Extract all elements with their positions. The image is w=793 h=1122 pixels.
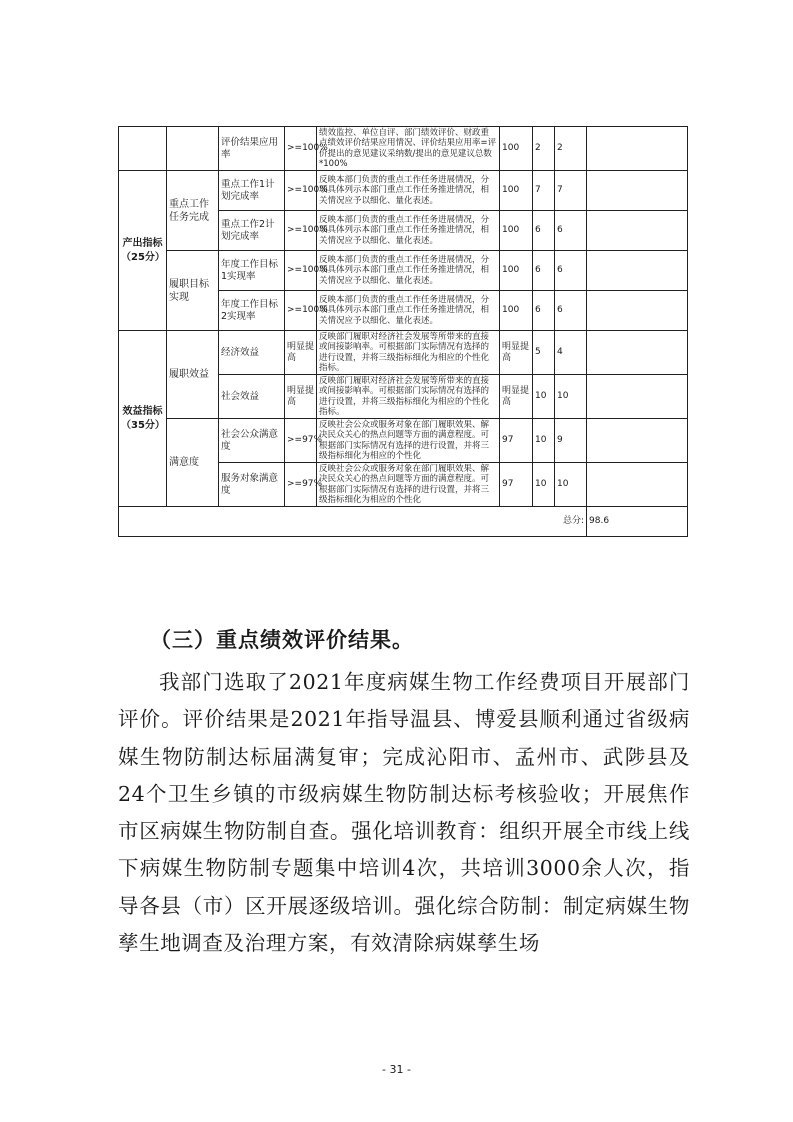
- score-cell: 6: [555, 291, 587, 331]
- standard-cell: >=100%: [285, 171, 317, 211]
- page-number: - 31 -: [382, 1063, 411, 1076]
- table-row: [119, 251, 688, 291]
- description-cell: 反映本部门负责的重点工作任务进展情况，分项具体列示本部门重点工作任务推进情况，相关情况应予以细化、量化表述。: [317, 251, 500, 291]
- description-cell: 反映部门履职对经济社会发展等所带来的直接或间接影响率。可根据部门实际情况有选择的进行设置，并将三级指标细化为相应的个性化指标。: [317, 331, 500, 375]
- description-cell: 反映社会公众或服务对象在部门履职效果、解决民众关心的热点问题等方面的满意程度。可根据部门实际情况有选择的进行设置，并将三级指标细化为相应的个性化: [317, 419, 500, 463]
- weight-cell: 6: [533, 211, 555, 251]
- weight-cell: 6: [533, 291, 555, 331]
- level3-cell: 服务对象满意度: [219, 463, 285, 507]
- description-cell: 反映本部门负责的重点工作任务进展情况，分项具体列示本部门重点工作任务推进情况，相关情况应予以细化、量化表述。: [317, 211, 500, 251]
- standard-cell: >=100%: [285, 291, 317, 331]
- actual-cell: 97: [500, 463, 533, 507]
- remark-cell: [587, 375, 688, 419]
- table-row: [119, 331, 688, 375]
- standard-cell: 明显提高: [285, 331, 317, 375]
- weight-cell: 10: [533, 419, 555, 463]
- remark-cell: [587, 211, 688, 251]
- score-cell: 10: [555, 463, 587, 507]
- standard-cell: >=100%: [285, 251, 317, 291]
- standard-cell: >=97%: [285, 419, 317, 463]
- performance-table: [118, 126, 688, 537]
- actual-cell: 97: [500, 419, 533, 463]
- actual-cell: 100: [500, 211, 533, 251]
- score-cell: 6: [555, 211, 587, 251]
- level3-cell: 重点工作1计划完成率: [219, 171, 285, 211]
- description-cell: 反映社会公众或服务对象在部门履职效果、解决民众关心的热点问题等方面的满意程度。可根据部门实际情况有选择的进行设置，并将三级指标细化为相应的个性化: [317, 463, 500, 507]
- weight-cell: 2: [533, 127, 555, 171]
- level2-cell-empty: [167, 127, 219, 171]
- weight-cell: 10: [533, 463, 555, 507]
- table-row: [119, 171, 688, 211]
- remark-cell: [587, 251, 688, 291]
- duty-impl-cell: 履职目标实现: [167, 251, 219, 331]
- level3-cell: 年度工作目标1实现率: [219, 251, 285, 291]
- section-heading: （三）重点绩效评价结果。: [150, 628, 414, 652]
- level3-cell: 经济效益: [219, 331, 285, 375]
- remark-cell: [587, 127, 688, 171]
- score-cell: 9: [555, 419, 587, 463]
- standard-cell: 明显提高: [285, 375, 317, 419]
- weight-cell: 6: [533, 251, 555, 291]
- score-cell: 2: [555, 127, 587, 171]
- weight-cell: 10: [533, 375, 555, 419]
- satisfaction-cell: 满意度: [167, 419, 219, 507]
- actual-cell: 100: [500, 127, 533, 171]
- actual-cell: 100: [500, 171, 533, 211]
- description-cell: 反映本部门负责的重点工作任务进展情况，分项具体列示本部门重点工作任务推进情况，相关情况应予以细化、量化表述。: [317, 291, 500, 331]
- score-cell: 4: [555, 331, 587, 375]
- remark-cell: [587, 331, 688, 375]
- key-task-cell: 重点工作任务完成: [167, 171, 219, 251]
- remark-cell: [587, 291, 688, 331]
- output-indicator-cell: 产出指标（25分）: [119, 171, 167, 331]
- remark-cell: [587, 463, 688, 507]
- score-cell: 10: [555, 375, 587, 419]
- level3-cell: 重点工作2计划完成率: [219, 211, 285, 251]
- level3-cell: 社会公众满意度: [219, 419, 285, 463]
- level3-cell: 评价结果应用率: [219, 127, 285, 171]
- description-cell: 反映部门履职对经济社会发展等所带来的直接或间接影响率。可根据部门实际情况有选择的进行设置，并将三级指标细化为相应的个性化指标。: [317, 375, 500, 419]
- level3-cell: 年度工作目标2实现率: [219, 291, 285, 331]
- level3-cell: 社会效益: [219, 375, 285, 419]
- weight-cell: 7: [533, 171, 555, 211]
- total-label: 总分:: [119, 507, 587, 537]
- remark-cell: [587, 171, 688, 211]
- level1-cell-empty: [119, 127, 167, 171]
- description-cell: 反映本部门负责的重点工作任务进展情况，分项具体列示本部门重点工作任务推进情况，相关情况应予以细化、量化表述。: [317, 171, 500, 211]
- weight-cell: 5: [533, 331, 555, 375]
- standard-cell: >=97%: [285, 463, 317, 507]
- table-row: [119, 419, 688, 463]
- standard-cell: >=100%: [285, 127, 317, 171]
- benefit-indicator-cell: 效益指标（35分）: [119, 331, 167, 507]
- standard-cell: >=100%: [285, 211, 317, 251]
- total-row: [119, 507, 688, 537]
- score-cell: 7: [555, 171, 587, 211]
- table-row: [119, 127, 688, 171]
- description-cell: 绩效监控、单位自评、部门绩效评价、财政重点绩效评价结果应用情况、评价结果应用率=评价提出的意见建议采纳数/提出的意见建议总数*100%: [317, 127, 500, 171]
- remark-cell: [587, 419, 688, 463]
- actual-cell: 明显提高: [500, 375, 533, 419]
- total-value: 98.6: [587, 507, 688, 537]
- section-paragraph: 我部门选取了2021年度病媒生物工作经费项目开展部门评价。评价结果是2021年指导温县、博爱县顺利通过省级病媒生物防制达标届满复审；完成沁阳市、孟州市、武陟县及24个卫生乡镇的市级病媒生物防制达标考核验收；开展焦作市区病媒生物防制自查。强化培训教育：组织开展全市线上线下病媒生物防制专题集中培训4次，共培训3000余人次，指导各县（市）区开展逐级培训。强化综合防制：制定病媒生物孳生地调查及治理方案，有效清除病媒孳生场: [118, 670, 690, 956]
- actual-cell: 100: [500, 291, 533, 331]
- score-cell: 6: [555, 251, 587, 291]
- duty-effect-cell: 履职效益: [167, 331, 219, 419]
- actual-cell: 100: [500, 251, 533, 291]
- actual-cell: 明显提高: [500, 331, 533, 375]
